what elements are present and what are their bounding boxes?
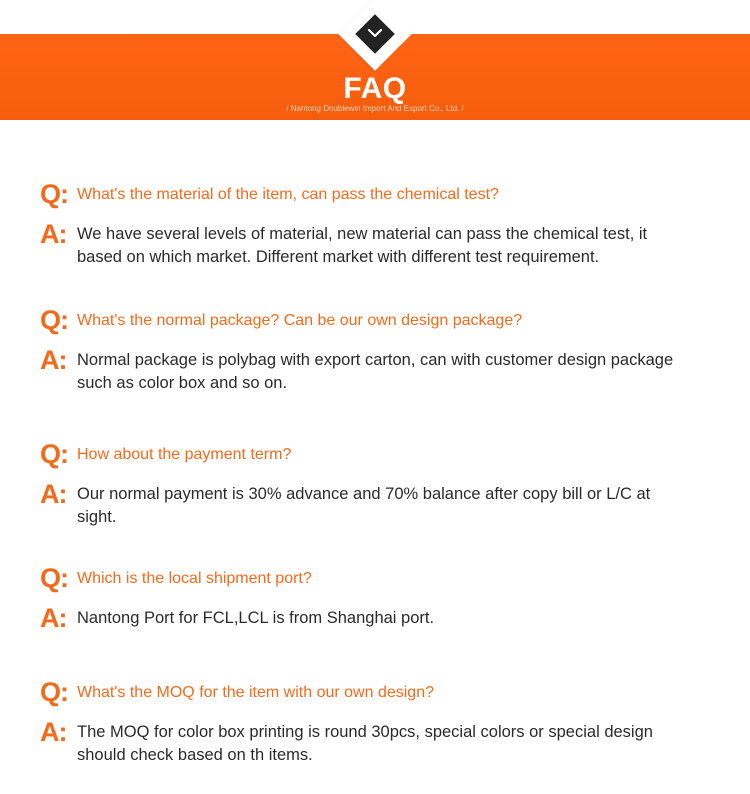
answer-text: We have several levels of material, new material can pass the chemical test, it based on which market. Different market with different test requirement. <box>77 225 648 266</box>
answer-row <box>40 603 720 633</box>
question-text: How about the payment term? <box>77 446 292 463</box>
a-label: A: <box>40 345 67 375</box>
q-label: Q: <box>40 439 68 469</box>
faq-item <box>40 439 720 529</box>
q-label: Q: <box>40 305 68 335</box>
question-text: What's the normal package? Can be our own design package? <box>77 312 523 329</box>
question-row <box>40 305 720 335</box>
q-label: Q: <box>40 179 68 209</box>
question-text: What's the MOQ for the item with our own design? <box>77 684 434 701</box>
answer-text: The MOQ for color box printing is round 30pcs, special colors or special design should check based on th items. <box>77 723 653 764</box>
faq-item <box>40 179 720 269</box>
question-row <box>40 179 720 209</box>
a-label: A: <box>40 717 67 747</box>
question-row <box>40 677 720 707</box>
answer-text: Nantong Port for FCL,LCL is from Shanghai port. <box>77 609 435 627</box>
faq-item <box>40 677 720 767</box>
page-subtitle: / Nantong Doublewin Import And Export Co., Ltd. / <box>286 104 464 113</box>
answer-text: Our normal payment is 30% advance and 70% balance after copy bill or L/C at sight. <box>77 485 651 526</box>
page-title: FAQ <box>343 72 407 105</box>
faq-item <box>40 305 720 395</box>
answer-row <box>40 345 720 395</box>
answer-row <box>40 479 720 529</box>
answer-text: Normal package is polybag with export carton, can with customer design package such as color box and so on. <box>77 351 674 392</box>
a-label: A: <box>40 479 67 509</box>
q-label: Q: <box>40 563 68 593</box>
question-text: Which is the local shipment port? <box>77 570 312 587</box>
q-label: Q: <box>40 677 68 707</box>
answer-row <box>40 219 720 269</box>
a-label: A: <box>40 603 67 633</box>
question-text: What's the material of the item, can pass the chemical test? <box>77 186 499 203</box>
chevron-down-icon <box>366 27 384 39</box>
answer-row <box>40 717 720 767</box>
a-label: A: <box>40 219 67 249</box>
question-row <box>40 563 720 593</box>
faq-item <box>40 563 720 633</box>
question-row <box>40 439 720 469</box>
